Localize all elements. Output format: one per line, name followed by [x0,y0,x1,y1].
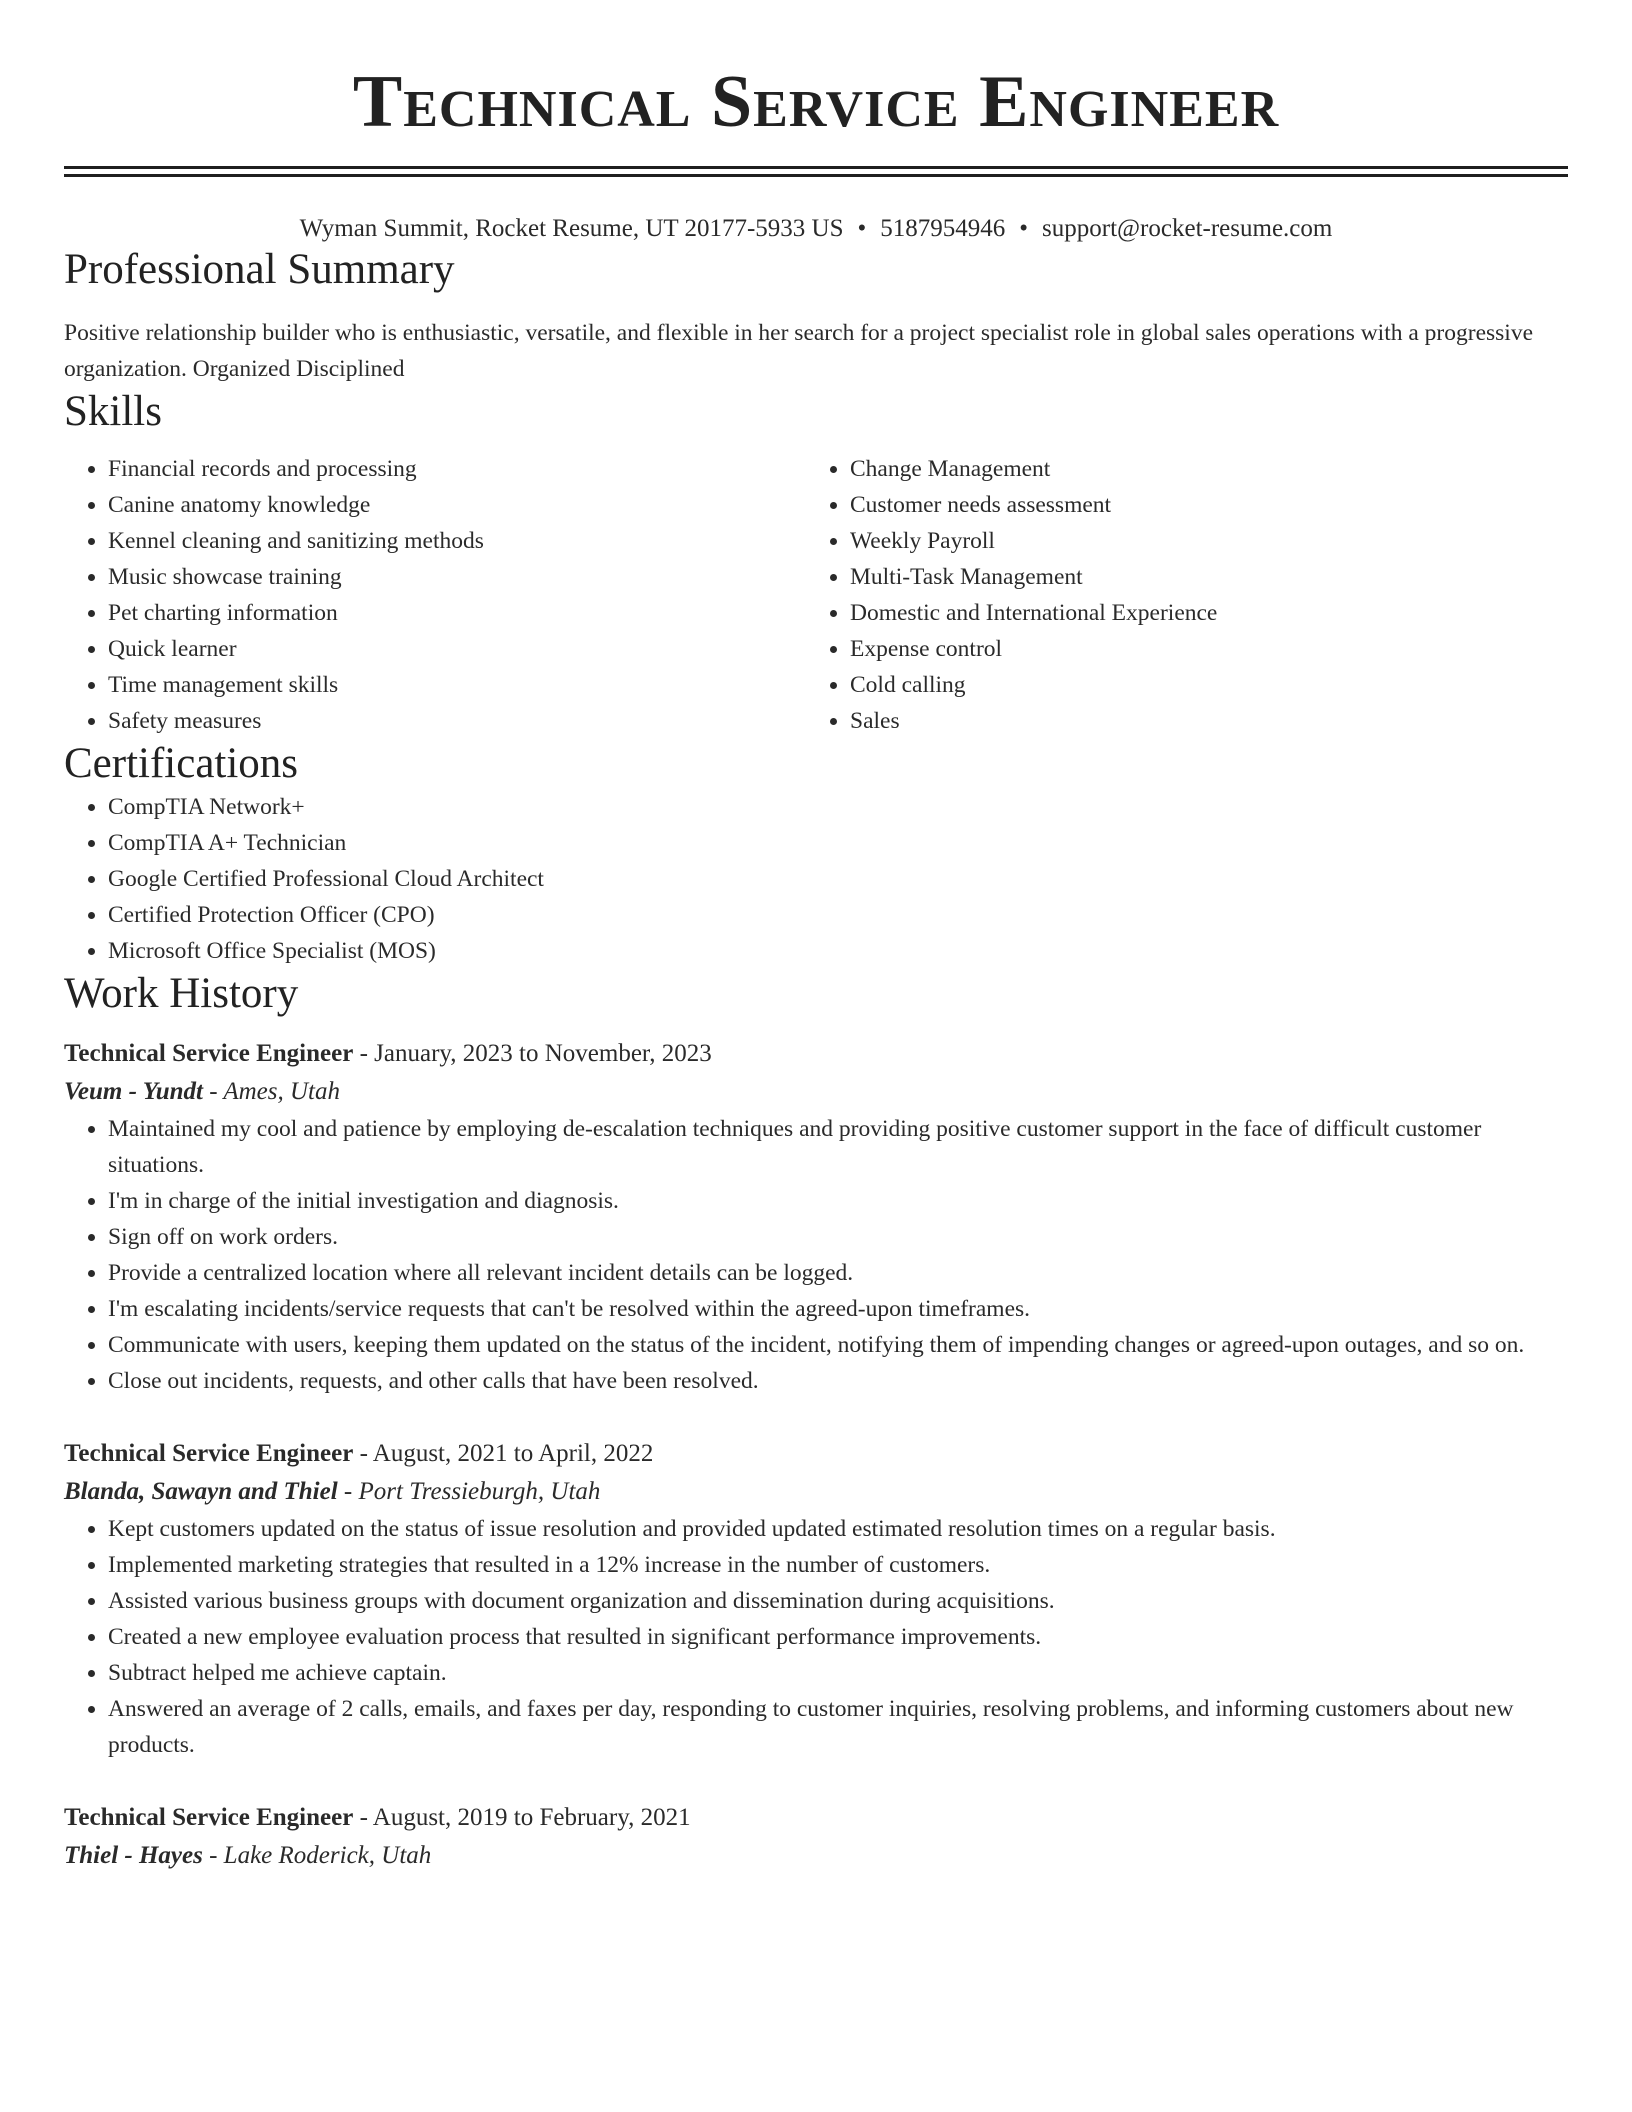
job-dates: - August, 2021 to April, 2022 [353,1440,654,1467]
skills-list-left [64,451,806,739]
company-location: - Ames, Utah [202,1078,340,1105]
skill-item: • Financial records and processing [108,451,806,487]
job-entry [64,1035,1568,1399]
job-entry [64,1435,1568,1763]
contact-address: Wyman Summit, Rocket Resume, UT 20177-5933 US [299,215,844,242]
resume-page [64,0,1568,1875]
skill-item: • Pet charting information [108,595,806,631]
skill-item: • Customer needs assessment [850,487,1548,523]
job-bullet: • Provide a centralized location where all relevant incident details can be logged. [108,1255,1568,1291]
skills-column-left [64,451,806,739]
skill-item: • Music showcase training [108,559,806,595]
skill-item: • Expense control [850,631,1548,667]
company-line [64,1837,1568,1875]
job-bullets [64,1511,1568,1763]
title-divider-thin [64,174,1568,177]
job-bullet: • Created a new employee evaluation process that resulted in significant performance improvements. [108,1619,1568,1655]
job-title-line [64,1799,1568,1837]
job-bullet: • Kept customers updated on the status of issue resolution and provided updated estimated resolution times on a regular basis. [108,1511,1568,1547]
company-line [64,1473,1568,1511]
skills-heading: Skills [64,388,162,435]
skill-item: • Canine anatomy knowledge [108,487,806,523]
certifications-list [64,789,1568,969]
skill-item: • Safety measures [108,703,806,739]
skills-grid [64,451,1568,739]
contact-separator: • [1019,215,1029,242]
job-title: Technical Service Engineer [64,1804,354,1831]
job-title-line [64,1035,1568,1073]
company-name: Veum - Yundt [64,1078,203,1105]
summary-text: Positive relationship builder who is enthusiastic, versatile, and flexible in her search for a project specialist role in global sales operations with a progressive organization. Organized Disciplined [64,320,1534,382]
skill-item: • Quick learner [108,631,806,667]
job-bullet: • Implemented marketing strategies that resulted in a 12% increase in the number of customers. [108,1547,1568,1583]
summary-heading: Professional Summary [64,246,455,293]
skill-item: • Domestic and International Experience [850,595,1548,631]
job-entry [64,1799,1568,1875]
job-bullet: • Subtract helped me achieve captain. [108,1655,1568,1691]
company-name: Thiel - Hayes [64,1842,203,1869]
skills-column-right [806,451,1548,739]
job-bullet: • Communicate with users, keeping them updated on the status of the incident, notifying them of impending changes or agreed-upon outages, and so on. [108,1327,1568,1363]
skill-item: • Kennel cleaning and sanitizing methods [108,523,806,559]
skill-item: • Cold calling [850,667,1548,703]
company-location: - Lake Roderick, Utah [202,1842,432,1869]
certifications-heading: Certifications [64,740,299,787]
skill-item: • Multi-Task Management [850,559,1548,595]
certification-item: • Microsoft Office Specialist (MOS) [108,933,1568,969]
contact-separator: • [857,215,867,242]
skills-list-right [806,451,1548,739]
skill-item: • Weekly Payroll [850,523,1548,559]
certification-item: • CompTIA A+ Technician [108,825,1568,861]
contact-line [64,213,1568,245]
job-bullet: • Close out incidents, requests, and other calls that have been resolved. [108,1363,1568,1399]
job-bullet: • Sign off on work orders. [108,1219,1568,1255]
certification-item: • CompTIA Network+ [108,789,1568,825]
job-title-line [64,1435,1568,1473]
company-line [64,1073,1568,1111]
job-bullet: • Maintained my cool and patience by employing de-escalation techniques and providing positive customer support in the face of difficult customer situations. [108,1111,1568,1183]
certification-item: • Certified Protection Officer (CPO) [108,897,1568,933]
skill-item: • Sales [850,703,1548,739]
job-bullet: • Answered an average of 2 calls, emails, and faxes per day, responding to customer inquiries, resolving problems, and informing customers about new products. [108,1691,1568,1763]
job-bullet: • Assisted various business groups with document organization and dissemination during acquisitions. [108,1583,1568,1619]
contact-email: support@rocket-resume.com [1042,215,1333,242]
job-title: Technical Service Engineer [64,1040,354,1067]
company-name: Blanda, Sawayn and Thiel [64,1478,338,1505]
job-dates: - August, 2019 to February, 2021 [353,1804,691,1831]
job-title: Technical Service Engineer [64,1440,354,1467]
company-location: - Port Tressieburgh, Utah [337,1478,601,1505]
job-bullet: • I'm escalating incidents/service requests that can't be resolved within the agreed-upon timeframes. [108,1291,1568,1327]
contact-phone: 5187954946 [880,215,1006,242]
skill-item: • Change Management [850,451,1548,487]
work-history-heading: Work History [64,970,299,1017]
job-bullet: • I'm in charge of the initial investigation and diagnosis. [108,1183,1568,1219]
title-divider-thick [64,166,1568,169]
job-bullets [64,1111,1568,1399]
skill-item: • Time management skills [108,667,806,703]
page-title: Technical Service Engineer [352,61,1280,143]
certification-item: • Google Certified Professional Cloud Architect [108,861,1568,897]
job-dates: - January, 2023 to November, 2023 [353,1040,712,1067]
